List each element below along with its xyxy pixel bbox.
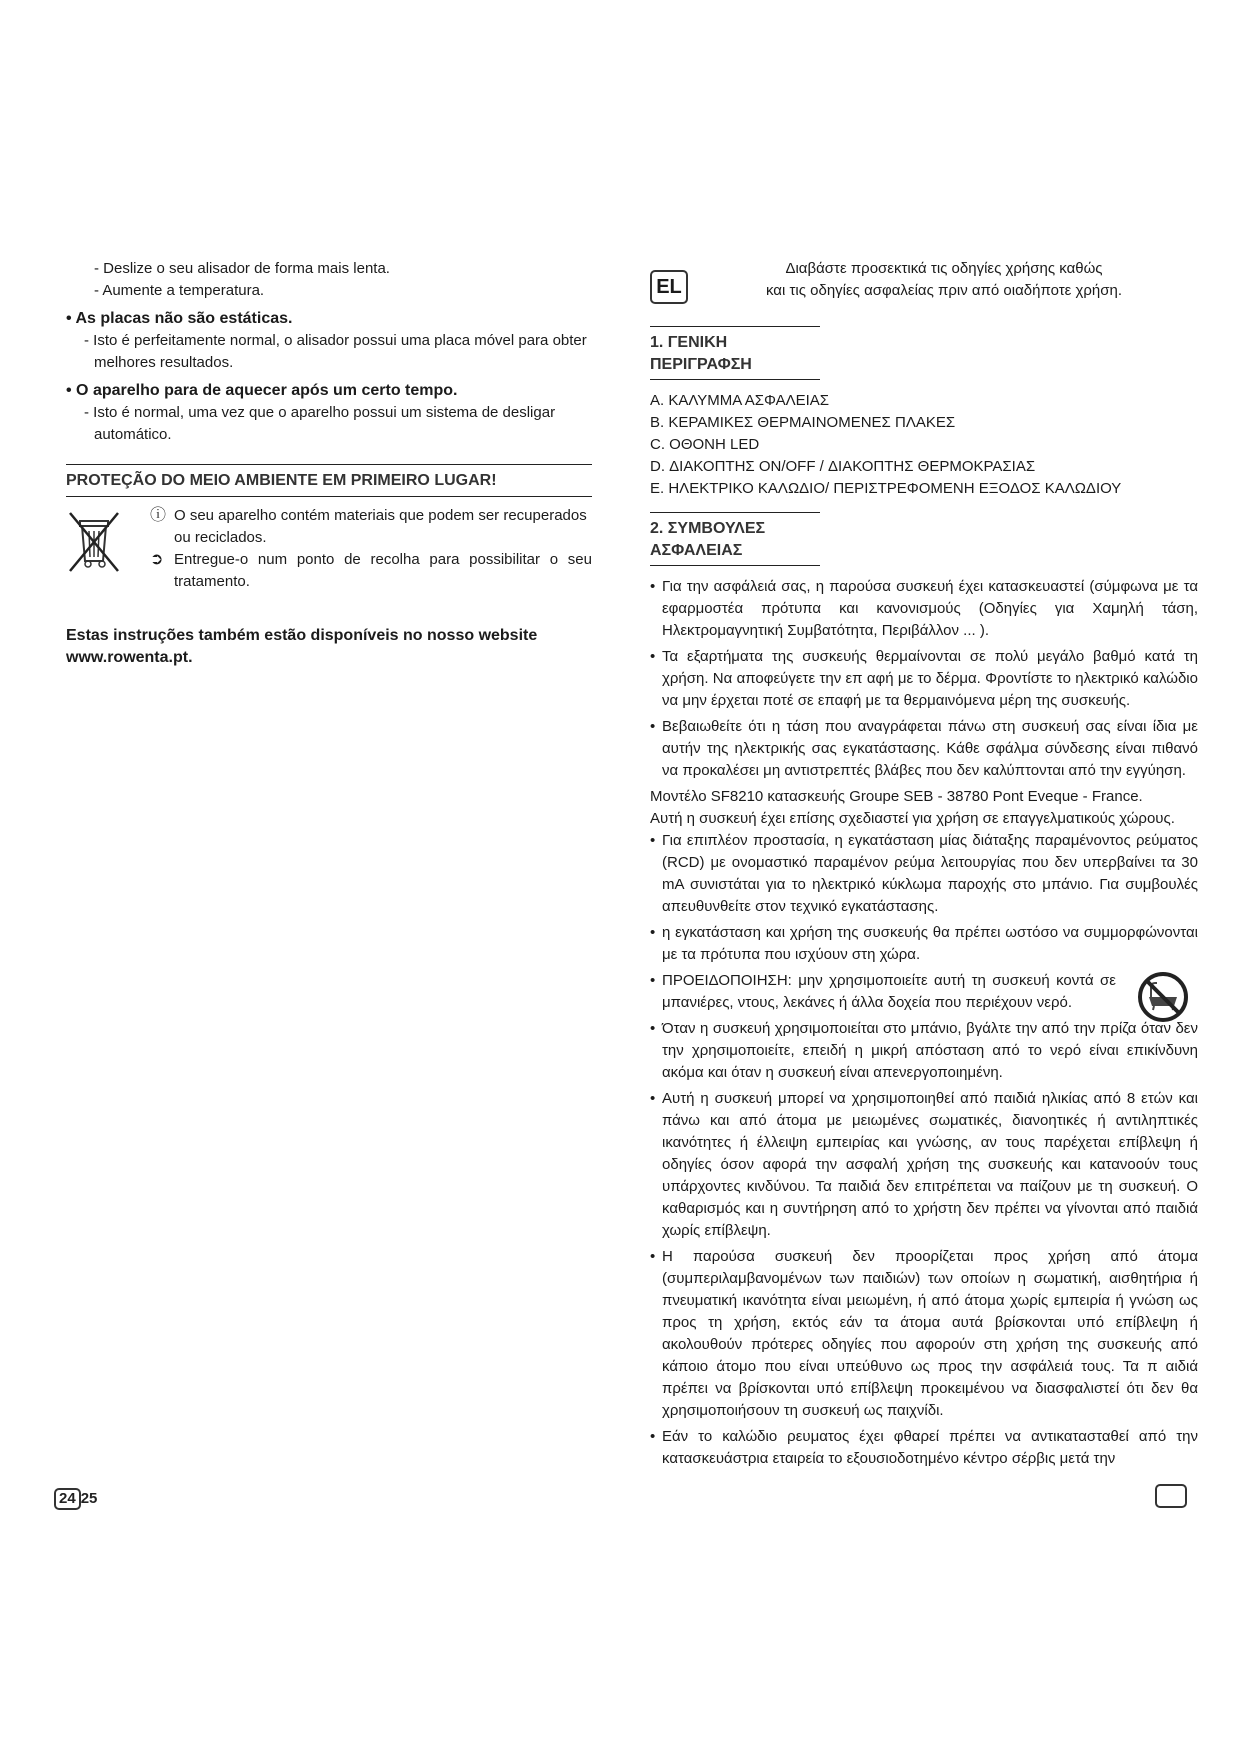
safety-item: • Η παρούσα συσκευή δεν προορίζεται προς χρήση από άτομα (συμπεριλαμβανομένων των παιδιών) των οποίων η σωματική, αισθητήρια ή πνευματική ικανότητα είναι μειωμένη, ή από άτομα χωρίς εμπειρία ή γνώση ως προς τη χρήση, εκτός εάν τα άτομα αυτά βρίσκονται υπό επίβλεψη ή ακολουθούν πρότερες οδηγίες που αφορούν στη χρήση της συσκευής από κάποιο άτομο που είναι υπεύθυνο ως προς την ασφάλειά τους. Τα π αιδιά πρέπει να βρίσκονται υπό επίβλεψη προκειμένου να διασφαλιστεί ότι δεν θα χρησιμοποιήσουν τη συσκευή ως παιχνίδι. (650, 1246, 1198, 1422)
arrow-icon: ➲ (150, 551, 164, 568)
model-line: Μοντέλο SF8210 κατασκευής Groupe SEB - 38780 Pont Eveque - France. (650, 788, 1143, 805)
part-item: E. ΗΛΕΚΤΡΙΚΟ ΚΑΛΩΔΙΟ/ ΠΕΡΙΣΤΡΕΦΟΜΕΝΗ ΕΞΟΔΟΣ ΚΑΛΩΔΙΟΥ (650, 480, 1122, 497)
parts-list (650, 390, 1198, 500)
section-heading-description: 1. ΓΕΝΙΚΗ ΠΕΡΙΓΡΑΦΣΗ (650, 326, 820, 380)
safety-item-warning: • ΠΡΟΕΙΔΟΠΟΙΗΣΗ: μην χρησιμοποιείτε αυτή τη συσκευή κοντά σε μπανιέρες, ντους, λεκάνες ή άλλα δοχεία που περιέχουν νερό. (650, 970, 1116, 1014)
environment-heading: PROTEÇÃO DO MEIO AMBIENTE EM PRIMEIRO LUGAR! (66, 464, 592, 497)
section-heading-safety: 2. ΣΥΜΒΟΥΛΕΣ ΑΣΦΑΛΕΙΑΣ (650, 512, 820, 566)
safety-item: • Βεβαιωθείτε ότι η τάση που αναγράφεται πάνω στη συσκευή σας είναι ίδια με αυτήν της ηλεκτρικής σας εγκατάστασης. Κάθε σφάλμα σύνδεσης είναι πιθανό να προκαλέσει μη αντιστρεπτές βλάβες που δεν καλύπτονται από την εγγύηση. (650, 716, 1198, 782)
safety-item: • Όταν η συσκευή χρησιμοποιείται στο μπάνιο, βγάλτε την από την πρίζα όταν δεν την χρησιμοποιείτε, επειδή η μικρή απόσταση από το νερό είναι επικίνδυνη ακόμα και όταν η συσκευή είναι απενεργοποιημένη. (650, 1018, 1198, 1084)
issue-title: • As placas não são estáticas. (66, 308, 592, 330)
website-note: Estas instruções também estão disponíveis no nosso website www.rowenta.pt. (66, 627, 538, 666)
issue-text: - Isto é normal, uma vez que o aparelho possui um sistema de desligar automático. (84, 404, 556, 443)
environment-block (66, 505, 592, 593)
language-header (650, 258, 1198, 302)
intro-text: Διαβάστε προσεκτικά τις οδηγίες χρήσης καθώς και τις οδηγίες ασφαλείας πριν από οιαδήποτε χρήση. (765, 260, 1123, 299)
page-number-right: 25 (80, 1490, 98, 1507)
tip-line: - Deslize o seu alisador de forma mais lenta. (94, 260, 390, 277)
right-column (650, 258, 1198, 1474)
left-column (66, 258, 592, 669)
no-bathtub-icon (1136, 970, 1190, 1024)
page-number-left: 24 (54, 1488, 81, 1510)
issue-title: • O aparelho para de aquecer após um certo tempo. (66, 380, 592, 402)
tip-line: - Aumente a temperatura. (94, 282, 265, 299)
part-item: A. ΚΑΛΥΜΜΑ ΑΣΦΑΛΕΙΑΣ (650, 392, 830, 409)
safety-item: • η εγκατάσταση και χρήση της συσκευής θα πρέπει ωστόσο να συμμορφώνονται με τα πρότυπα που ισχύουν στη χώρα. (650, 922, 1198, 966)
page-number (54, 1488, 97, 1510)
issue-text: - Isto é perfeitamente normal, o alisador possui uma placa móvel para obter melhores resultados. (84, 332, 587, 371)
env-line-recycle: ⓘ O seu aparelho contém materiais que podem ser recuperados ou reciclados. (150, 507, 587, 546)
language-badge: EL (650, 270, 688, 304)
part-item: C. ΟΘΟΝΗ LED (650, 436, 760, 453)
part-item: D. ΔΙΑΚΟΠΤΗΣ ON/OFF / ΔΙΑΚΟΠΤΗΣ ΘΕΡΜΟΚΡΑΣΙΑΣ (650, 458, 1036, 475)
safety-item: • Για επιπλέον προστασία, η εγκατάσταση μίας διάταξης παραμένοντος ρεύματος (RCD) με ονομαστικό παραμένον ρεύμα λειτουργίας που δεν υπερβαίνει τα 30 mA συνιστάται για το ηλεκτρικό κύκλωμα παροχής στο μπάνιο. Για συμβουλές απευθυνθείτε στον τεχνικό εγκατάστασης. (650, 830, 1198, 918)
crossed-bin-icon (66, 507, 122, 573)
safety-item: • Αυτή η συσκευή μπορεί να χρησιμοποιηθεί από παιδιά ηλικίας από 8 ετών και πάνω και από άτομα με μειωμένες σωματικές, διανοητικές ή αντιληπτικές ικανότητες ή έλλειψη εμπειρίας και γνώσης, αν τους παρέχεται επίβλεψη ή οδηγίες όσον αφορά την ασφαλή χρήση της συσκευής και κατανοούν τους υπάρχοντες κινδύνου. Τα παιδιά δεν επιτρέπεται να παίζουν με τη συσκευή. Ο καθαρισμός και η συντήρηση από το χρήστη δεν πρέπει να γίνονται από παιδιά χωρίς επίβλεψη. (650, 1088, 1198, 1242)
safety-list (650, 576, 1198, 1470)
env-line-collection: ➲ Entregue-o num ponto de recolha para possibilitar o seu tratamento. (150, 551, 592, 590)
professional-use-line: Αυτή η συσκευή έχει επίσης σχεδιαστεί για χρήση σε επαγγελματικούς χώρους. (650, 810, 1175, 827)
safety-item: • Εάν το καλώδιο ρευματος έχει φθαρεί πρέπει να αντικατασταθεί από την κατασκευάστρια εταιρεία το εξουσιοδοτημένο κέντρο σέρβις μετά την (650, 1426, 1198, 1470)
page-marker-box (1155, 1484, 1187, 1508)
info-icon: ⓘ (150, 507, 167, 524)
safety-item: • Τα εξαρτήματα της συσκευής θερμαίνονται σε πολύ μεγάλο βαθμό κατά τη χρήση. Να αποφεύγετε την επ αφή με το δέρμα. Φροντίστε το ηλεκτρικό καλώδιο να μην έρχεται ποτέ σε επαφή με τα θερμαινόμενα μέρη της συσκευής. (650, 646, 1198, 712)
warning-row (650, 970, 1198, 1014)
safety-item: • Για την ασφάλειά σας, η παρούσα συσκευή έχει κατασκευαστεί (σύμφωνα με τα εφαρμοστέα πρότυπα και κανονισμούς (Οδηγίες για Χαμηλή τάση, Ηλεκτρομαγνητική Συμβατότητα, Περιβάλλον ... ). (650, 576, 1198, 642)
part-item: B. ΚΕΡΑΜΙΚΕΣ ΘΕΡΜΑΙΝΟΜΕΝΕΣ ΠΛΑΚΕΣ (650, 414, 956, 431)
